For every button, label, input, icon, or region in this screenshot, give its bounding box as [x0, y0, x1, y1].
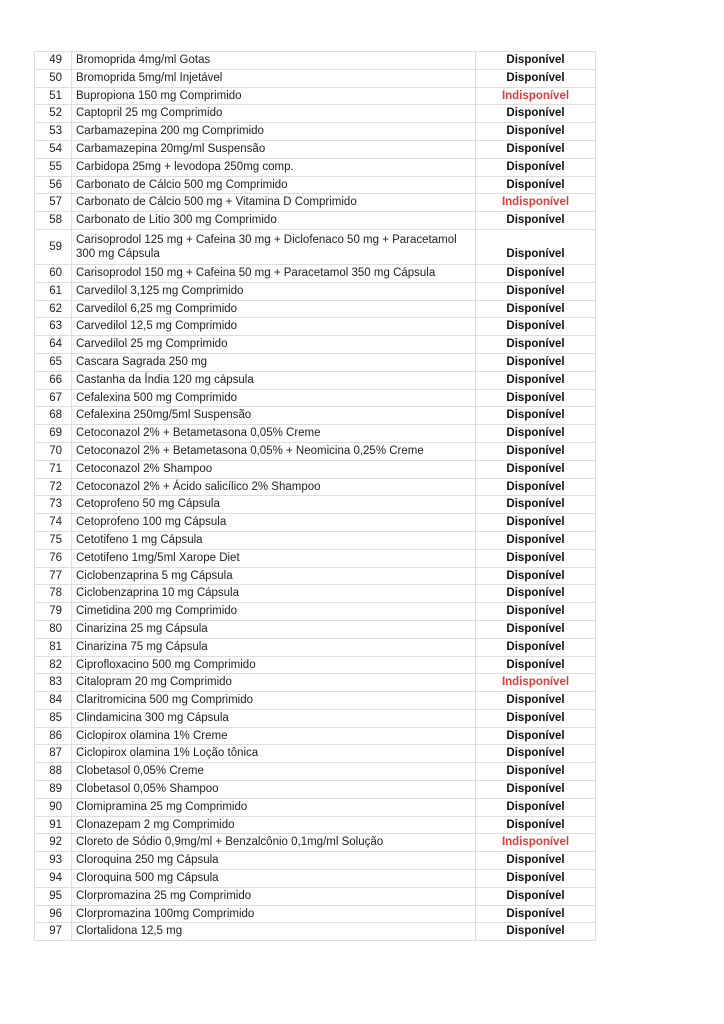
medication-name: Cinarizina 25 mg Cápsula	[72, 620, 476, 638]
status-available: Disponível	[476, 389, 596, 407]
medication-name: Carvedilol 6,25 mg Comprimido	[72, 300, 476, 318]
status-available: Disponível	[476, 300, 596, 318]
row-number: 75	[35, 531, 72, 549]
medication-name: Bromoprida 5mg/ml Injetável	[72, 69, 476, 87]
medication-name: Ciclobenzaprina 10 mg Cápsula	[72, 585, 476, 603]
status-available: Disponível	[476, 425, 596, 443]
table-row	[35, 816, 596, 834]
medication-name: Clorpromazina 25 mg Comprimido	[72, 887, 476, 905]
status-available: Disponível	[476, 870, 596, 888]
table-row	[35, 264, 596, 282]
row-number: 66	[35, 371, 72, 389]
table-row	[35, 318, 596, 336]
table-row	[35, 389, 596, 407]
medication-name: Carvedilol 25 mg Comprimido	[72, 336, 476, 354]
medication-table	[34, 51, 596, 941]
medication-name: Clindamicina 300 mg Cápsula	[72, 709, 476, 727]
status-available: Disponível	[476, 318, 596, 336]
medication-name: Cetoprofeno 50 mg Cápsula	[72, 496, 476, 514]
status-available: Disponível	[476, 264, 596, 282]
table-row	[35, 887, 596, 905]
status-available: Disponível	[476, 158, 596, 176]
table-row	[35, 442, 596, 460]
medication-name: Carbonato de Cálcio 500 mg Comprimido	[72, 176, 476, 194]
medication-name: Cetoprofeno 100 mg Cápsula	[72, 514, 476, 532]
table-row	[35, 460, 596, 478]
table-row	[35, 212, 596, 230]
table-row	[35, 798, 596, 816]
table-row	[35, 105, 596, 123]
status-available: Disponível	[476, 336, 596, 354]
table-row	[35, 585, 596, 603]
row-number: 54	[35, 140, 72, 158]
medication-name: Clonazepam 2 mg Comprimido	[72, 816, 476, 834]
row-number: 58	[35, 212, 72, 230]
status-available: Disponível	[476, 816, 596, 834]
medication-name: Carbamazepina 20mg/ml Suspensão	[72, 140, 476, 158]
row-number: 91	[35, 816, 72, 834]
table-row	[35, 158, 596, 176]
medication-name: Cascara Sagrada 250 mg	[72, 353, 476, 371]
table-row	[35, 656, 596, 674]
status-available: Disponível	[476, 514, 596, 532]
medication-name: Cetoconazol 2% + Ácido salicílico 2% Shampoo	[72, 478, 476, 496]
medication-name: Ciprofloxacino 500 mg Comprimido	[72, 656, 476, 674]
medication-name: Carbamazepina 200 mg Comprimido	[72, 123, 476, 141]
table-row	[35, 603, 596, 621]
status-available: Disponível	[476, 585, 596, 603]
status-available: Disponível	[476, 371, 596, 389]
row-number: 92	[35, 834, 72, 852]
row-number: 81	[35, 638, 72, 656]
status-unavailable: Indisponível	[476, 194, 596, 212]
row-number: 86	[35, 727, 72, 745]
table-row	[35, 69, 596, 87]
row-number: 57	[35, 194, 72, 212]
row-number: 76	[35, 549, 72, 567]
medication-name: Cloreto de Sódio 0,9mg/ml + Benzalcônio 0,1mg/ml Solução	[72, 834, 476, 852]
row-number: 71	[35, 460, 72, 478]
row-number: 63	[35, 318, 72, 336]
status-available: Disponível	[476, 123, 596, 141]
table-row	[35, 336, 596, 354]
status-available: Disponível	[476, 140, 596, 158]
medication-name: Cefalexina 500 mg Comprimido	[72, 389, 476, 407]
table-row	[35, 727, 596, 745]
medication-name: Clortalidona 12,5 mg	[72, 923, 476, 941]
row-number: 64	[35, 336, 72, 354]
status-available: Disponível	[476, 745, 596, 763]
row-number: 70	[35, 442, 72, 460]
status-available: Disponível	[476, 212, 596, 230]
row-number: 69	[35, 425, 72, 443]
status-available: Disponível	[476, 692, 596, 710]
table-row	[35, 229, 596, 264]
status-available: Disponível	[476, 709, 596, 727]
status-unavailable: Indisponível	[476, 87, 596, 105]
status-available: Disponível	[476, 763, 596, 781]
medication-name: Carisoprodol 125 mg + Cafeina 30 mg + Diclofenaco 50 mg + Paracetamol 300 mg Cápsula	[72, 229, 476, 264]
medication-name: Cefalexina 250mg/5ml Suspensão	[72, 407, 476, 425]
medication-name: Castanha da Índia 120 mg cápsula	[72, 371, 476, 389]
status-available: Disponível	[476, 905, 596, 923]
status-available: Disponível	[476, 727, 596, 745]
table-row	[35, 353, 596, 371]
status-available: Disponível	[476, 442, 596, 460]
table-row	[35, 638, 596, 656]
status-available: Disponível	[476, 69, 596, 87]
row-number: 61	[35, 282, 72, 300]
medication-name: Carbonato de Cálcio 500 mg + Vitamina D Comprimido	[72, 194, 476, 212]
row-number: 88	[35, 763, 72, 781]
row-number: 67	[35, 389, 72, 407]
table-row	[35, 194, 596, 212]
medication-name: Claritromicina 500 mg Comprimido	[72, 692, 476, 710]
table-row	[35, 478, 596, 496]
row-number: 84	[35, 692, 72, 710]
status-available: Disponível	[476, 887, 596, 905]
medication-name: Ciclobenzaprina 5 mg Cápsula	[72, 567, 476, 585]
table-row	[35, 140, 596, 158]
status-available: Disponível	[476, 549, 596, 567]
medication-name: Clorpromazina 100mg Comprimido	[72, 905, 476, 923]
table-row	[35, 692, 596, 710]
table-row	[35, 620, 596, 638]
row-number: 73	[35, 496, 72, 514]
table-row	[35, 870, 596, 888]
table-row	[35, 781, 596, 799]
row-number: 65	[35, 353, 72, 371]
row-number: 60	[35, 264, 72, 282]
table-row	[35, 87, 596, 105]
table-row	[35, 514, 596, 532]
table-row	[35, 425, 596, 443]
row-number: 59	[35, 229, 72, 264]
medication-name: Clobetasol 0,05% Shampoo	[72, 781, 476, 799]
status-available: Disponível	[476, 496, 596, 514]
row-number: 96	[35, 905, 72, 923]
medication-name: Bupropiona 150 mg Comprimido	[72, 87, 476, 105]
medication-name: Carvedilol 3,125 mg Comprimido	[72, 282, 476, 300]
table-row	[35, 300, 596, 318]
row-number: 74	[35, 514, 72, 532]
medication-name: Carvedilol 12,5 mg Comprimido	[72, 318, 476, 336]
row-number: 82	[35, 656, 72, 674]
table-row	[35, 567, 596, 585]
row-number: 72	[35, 478, 72, 496]
row-number: 97	[35, 923, 72, 941]
table-row	[35, 407, 596, 425]
row-number: 83	[35, 674, 72, 692]
status-unavailable: Indisponível	[476, 834, 596, 852]
status-available: Disponível	[476, 282, 596, 300]
status-available: Disponível	[476, 105, 596, 123]
status-available: Disponível	[476, 353, 596, 371]
medication-name: Cetoconazol 2% + Betametasona 0,05% Creme	[72, 425, 476, 443]
status-available: Disponível	[476, 407, 596, 425]
table-row	[35, 763, 596, 781]
row-number: 79	[35, 603, 72, 621]
status-available: Disponível	[476, 852, 596, 870]
table-row	[35, 709, 596, 727]
table-row	[35, 923, 596, 941]
row-number: 94	[35, 870, 72, 888]
table-row	[35, 745, 596, 763]
medication-name: Carbonato de Litio 300 mg Comprimido	[72, 212, 476, 230]
medication-name: Citalopram 20 mg Comprimido	[72, 674, 476, 692]
medication-name: Clomipramina 25 mg Comprimido	[72, 798, 476, 816]
status-available: Disponível	[476, 460, 596, 478]
medication-name: Cetotifeno 1 mg Cápsula	[72, 531, 476, 549]
status-available: Disponível	[476, 798, 596, 816]
table-row	[35, 123, 596, 141]
row-number: 53	[35, 123, 72, 141]
medication-name: Carisoprodol 150 mg + Cafeina 50 mg + Paracetamol 350 mg Cápsula	[72, 264, 476, 282]
medication-name: Cetotifeno 1mg/5ml Xarope Diet	[72, 549, 476, 567]
row-number: 80	[35, 620, 72, 638]
row-number: 78	[35, 585, 72, 603]
status-available: Disponível	[476, 478, 596, 496]
status-unavailable: Indisponível	[476, 674, 596, 692]
table-row	[35, 549, 596, 567]
medication-name: Carbidopa 25mg + levodopa 250mg comp.	[72, 158, 476, 176]
table-row	[35, 531, 596, 549]
medication-table-body	[35, 52, 596, 941]
status-available: Disponível	[476, 923, 596, 941]
medication-name: Cloroquina 250 mg Cápsula	[72, 852, 476, 870]
table-row	[35, 371, 596, 389]
row-number: 90	[35, 798, 72, 816]
row-number: 95	[35, 887, 72, 905]
row-number: 51	[35, 87, 72, 105]
status-available: Disponível	[476, 781, 596, 799]
row-number: 50	[35, 69, 72, 87]
status-available: Disponível	[476, 603, 596, 621]
status-available: Disponível	[476, 567, 596, 585]
status-available: Disponível	[476, 531, 596, 549]
medication-name: Captopril 25 mg Comprimido	[72, 105, 476, 123]
status-available: Disponível	[476, 176, 596, 194]
status-available: Disponível	[476, 620, 596, 638]
medication-name: Cetoconazol 2% Shampoo	[72, 460, 476, 478]
medication-name: Clobetasol 0,05% Creme	[72, 763, 476, 781]
medication-name: Cloroquina 500 mg Cápsula	[72, 870, 476, 888]
table-row	[35, 496, 596, 514]
row-number: 87	[35, 745, 72, 763]
row-number: 49	[35, 52, 72, 70]
medication-name: Cimetidina 200 mg Comprimido	[72, 603, 476, 621]
medication-name: Cinarizina 75 mg Cápsula	[72, 638, 476, 656]
row-number: 85	[35, 709, 72, 727]
row-number: 89	[35, 781, 72, 799]
status-available: Disponível	[476, 52, 596, 70]
medication-name: Ciclopirox olamina 1% Creme	[72, 727, 476, 745]
medication-name: Ciclopirox olamina 1% Loção tônica	[72, 745, 476, 763]
medication-name: Cetoconazol 2% + Betametasona 0,05% + Neomicina 0,25% Creme	[72, 442, 476, 460]
table-row	[35, 52, 596, 70]
row-number: 68	[35, 407, 72, 425]
row-number: 56	[35, 176, 72, 194]
table-row	[35, 176, 596, 194]
row-number: 62	[35, 300, 72, 318]
table-row	[35, 282, 596, 300]
row-number: 55	[35, 158, 72, 176]
table-row	[35, 852, 596, 870]
table-row	[35, 834, 596, 852]
status-available: Disponível	[476, 638, 596, 656]
medication-name: Bromoprida 4mg/ml Gotas	[72, 52, 476, 70]
row-number: 52	[35, 105, 72, 123]
table-row	[35, 905, 596, 923]
status-available: Disponível	[476, 229, 596, 264]
table-row	[35, 674, 596, 692]
status-available: Disponível	[476, 656, 596, 674]
row-number: 93	[35, 852, 72, 870]
row-number: 77	[35, 567, 72, 585]
